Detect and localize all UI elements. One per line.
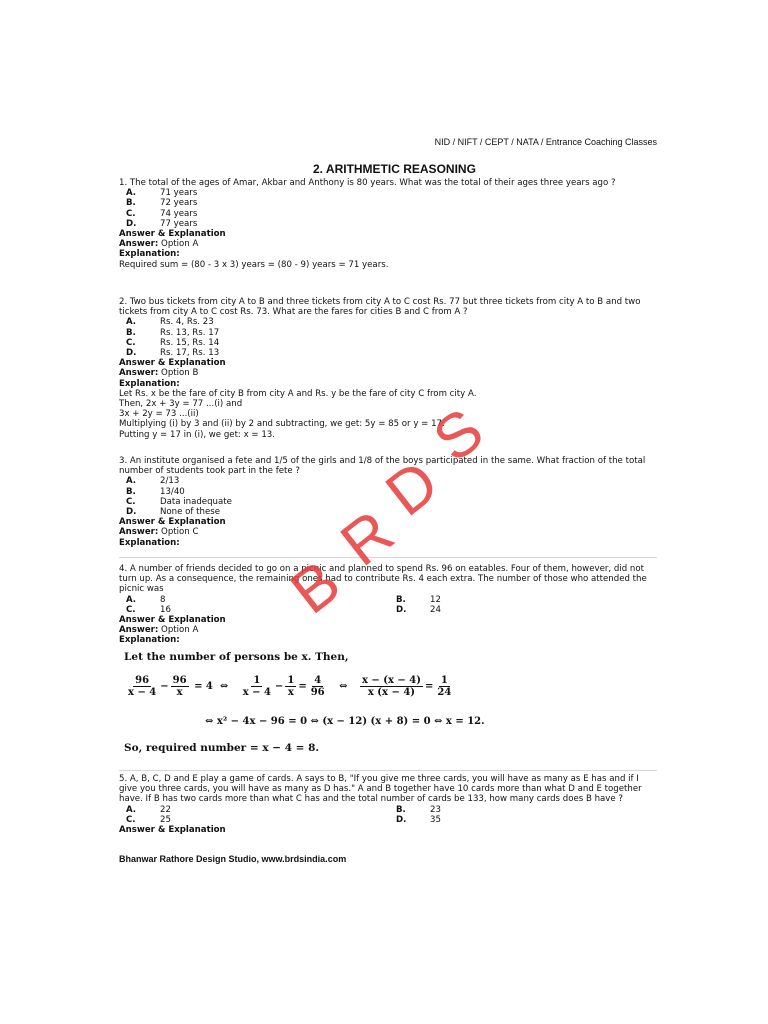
fraction: $\frac{1}{x}$ bbox=[287, 675, 295, 698]
section-title: 2. ARITHMETIC REASONING bbox=[313, 162, 476, 176]
answer-line: Answer: Option A bbox=[119, 625, 199, 636]
question-text: 2. Two bus tickets from city A to B and three tickets from city A to C cost Rs. 77 but three tickets from city A to B and two tickets from city A to C cost Rs. 73. What are the fares for cities B and C from A ? bbox=[119, 297, 641, 318]
explanation-label: Explanation: bbox=[119, 635, 180, 646]
divider bbox=[119, 770, 657, 771]
answer-explanation-label: Answer & Explanation bbox=[119, 229, 226, 240]
option-d: D. 77 years bbox=[126, 218, 198, 229]
question-text: 4. A number of friends decided to go on a picnic and planned to spend Rs. 96 on eatables. Four of them, however, did not turn up. As a consequence, the remaining ones had to contribute Rs. 4 each extra. The number of those who attended the picnic was bbox=[119, 564, 647, 595]
explanation-line: Let Rs. x be the fare of city B from city A and Rs. y be the fare of city C from city A. bbox=[119, 388, 477, 399]
watermark-letter: D bbox=[373, 447, 452, 530]
option-b: B. 72 years bbox=[126, 198, 198, 209]
options-row bbox=[119, 815, 659, 825]
explanation-line: Multiplying (i) by 3 and (ii) by 2 and subtracting, we get: 5y = 85 or y = 17. bbox=[119, 419, 445, 430]
option-b: B. 13/40 bbox=[126, 486, 185, 497]
question-2 bbox=[119, 297, 659, 440]
explanation-label: Explanation: bbox=[119, 378, 180, 389]
page-footer: Bhanwar Rathore Design Studio, www.brdsindia.com bbox=[119, 854, 347, 864]
option-a: A. 22 bbox=[126, 804, 171, 815]
question-text: 1. The total of the ages of Amar, Akbar and Anthony is 80 years. What was the total of their ages three years ago ? bbox=[119, 178, 616, 188]
question-5 bbox=[119, 774, 659, 835]
options-row bbox=[119, 605, 659, 615]
option-d: D. 24 bbox=[396, 604, 441, 615]
question-4 bbox=[119, 564, 659, 646]
option-c: C. 16 bbox=[126, 604, 171, 615]
watermark-letter: B bbox=[278, 547, 354, 628]
option-b: B. 23 bbox=[396, 804, 441, 815]
option-c: C. 74 years bbox=[126, 208, 198, 219]
fraction: $\frac{1}{24}$ bbox=[437, 675, 452, 698]
option-d: D. 35 bbox=[396, 814, 441, 825]
question-1 bbox=[119, 178, 659, 270]
option-a: A. 71 years bbox=[126, 188, 198, 199]
option-c: C. 25 bbox=[126, 814, 171, 825]
equation-line-1: $\frac{96}{x - 4}$ − $\frac{96}{x}$ = 4 ⇔ $\frac{1}{x - 4}$ − $\frac{1}{x}$ = $\frac{4}{96}$ ⇔ $\frac{x - (x - 4)}{x (x - 4)}$ = $\frac{1}{24}$ bbox=[128, 675, 452, 698]
answer-explanation-label: Answer & Explanation bbox=[119, 825, 226, 836]
explanation-line: 3x + 2y = 73 ...(ii) bbox=[119, 409, 199, 420]
explanation-label: Explanation: bbox=[119, 537, 180, 548]
page-header: NID / NIFT / CEPT / NATA / Entrance Coaching Classes bbox=[434, 137, 657, 147]
fraction: $\frac{96}{x}$ bbox=[172, 675, 187, 698]
options-row bbox=[119, 595, 659, 605]
fraction: $\frac{96}{x - 4}$ bbox=[128, 675, 157, 698]
option-d: D. Rs. 17, Rs. 13 bbox=[126, 348, 220, 359]
answer-explanation-label: Answer & Explanation bbox=[119, 615, 226, 626]
explanation-line: Then, 2x + 3y = 77 ...(i) and bbox=[119, 399, 243, 410]
explanation-result: So, required number = x − 4 = 8. bbox=[124, 742, 320, 754]
answer-explanation-label: Answer & Explanation bbox=[119, 517, 226, 528]
answer-line: Answer: Option B bbox=[119, 368, 199, 379]
option-c: C. Rs. 15, Rs. 14 bbox=[126, 337, 220, 348]
option-b: B. Rs. 13, Rs. 17 bbox=[126, 327, 220, 338]
explanation-intro: Let the number of persons be x. Then, bbox=[124, 651, 349, 663]
option-b: B. 12 bbox=[396, 594, 441, 605]
fraction: $\frac{4}{96}$ bbox=[310, 675, 325, 698]
equation-line-2: ⇔ x² − 4x − 96 = 0 ⇔ (x − 12) (x + 8) = 0 ⇔ x = 12. bbox=[205, 716, 485, 727]
option-a: A. 2/13 bbox=[126, 476, 180, 487]
fraction: $\frac{1}{x - 4}$ bbox=[242, 675, 271, 698]
option-c: C. Data inadequate bbox=[126, 496, 232, 507]
answer-line: Answer: Option A bbox=[119, 239, 199, 250]
options-row bbox=[119, 805, 659, 815]
watermark-letter: R bbox=[328, 497, 407, 580]
answer-explanation-label: Answer & Explanation bbox=[119, 358, 226, 369]
explanation-line: Putting y = 17 in (i), we get: x = 13. bbox=[119, 429, 275, 440]
explanation-label: Explanation: bbox=[119, 249, 180, 260]
explanation-line: Required sum = (80 - 3 x 3) years = (80 - 9) years = 71 years. bbox=[119, 259, 389, 270]
question-text: 3. An institute organised a fete and 1/5 of the girls and 1/8 of the boys participated in the same. What fraction of the total number of students took part in the fete ? bbox=[119, 456, 646, 477]
option-a: A. 8 bbox=[126, 594, 166, 605]
option-d: D. None of these bbox=[126, 507, 221, 518]
option-a: A. Rs. 4, Rs. 23 bbox=[126, 317, 214, 328]
fraction: $\frac{x - (x - 4)}{x (x - 4)}$ bbox=[361, 675, 421, 698]
watermark-letter: S bbox=[421, 395, 497, 476]
question-text: 5. A, B, C, D and E play a game of cards. A says to B, "If you give me three cards, you will have as many as E has and if I give you three cards, you will have as many as D has." A and B together have 10 cards more than what D and E together have. If B has two cards more than what C has and the total number of cards be 133, how many cards does B have ? bbox=[119, 774, 642, 805]
answer-line: Answer: Option C bbox=[119, 527, 199, 538]
